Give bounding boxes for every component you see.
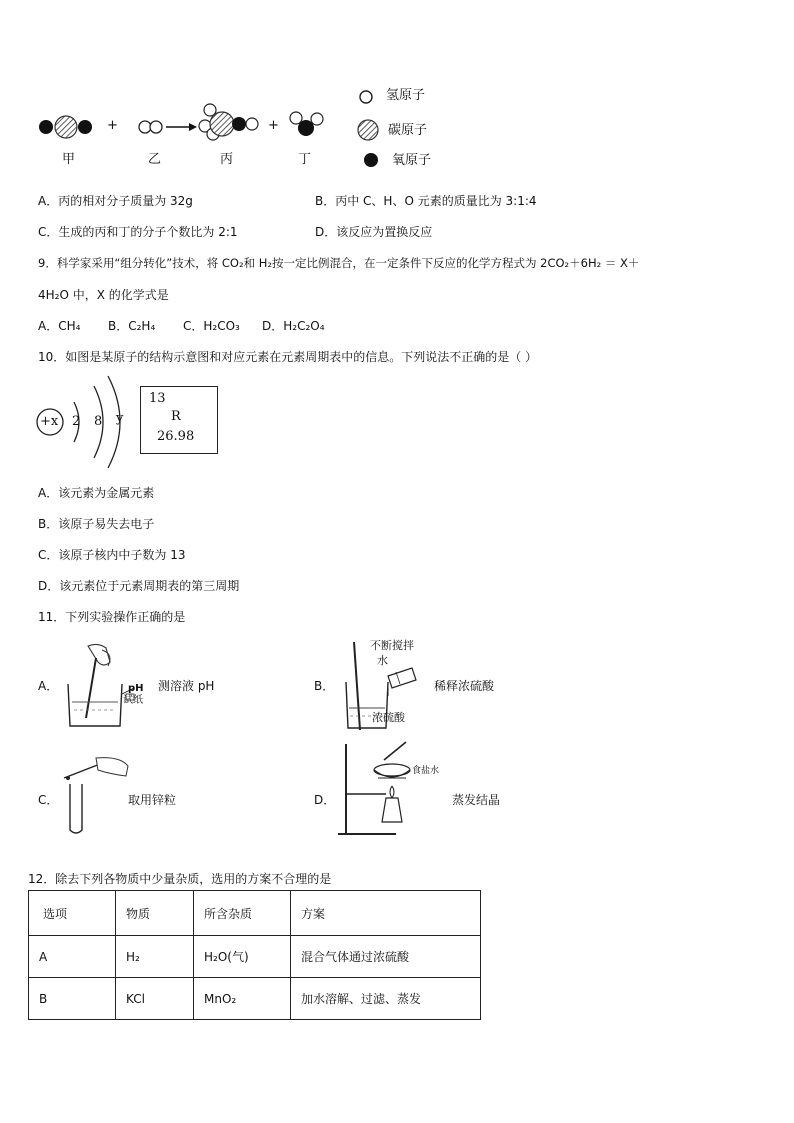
table-header-row xyxy=(29,891,481,936)
shell-1-electrons: 2 xyxy=(72,414,81,429)
legend-carbon: 碳原子 xyxy=(388,123,428,138)
water-label: 水 xyxy=(377,654,388,667)
q9-stem-line1: 9．科学家采用“组分转化”技术，将 CO₂和 H₂按一定比例混合，在一定条件下反应的化学方程式为 2CO₂＋6H₂ ＝ X＋ xyxy=(38,256,640,270)
q11-stem: 11．下列实验操作正确的是 xyxy=(38,610,186,624)
q8-option-a: A．丙的相对分子质量为 32g xyxy=(38,194,193,208)
q10-option-b: B．该原子易失去电子 xyxy=(38,517,155,531)
conc-acid-label: 浓硫酸 xyxy=(372,711,405,724)
label-bing: 丙 xyxy=(220,152,234,167)
evaporation-illustration xyxy=(336,740,436,840)
q10-option-d: D．该元素位于元素周期表的第三周期 xyxy=(38,579,240,593)
legend-hydrogen: 氢原子 xyxy=(386,88,426,103)
plus-sign-1: + xyxy=(107,118,118,133)
q10-stem: 10．如图是某原子的结构示意图和对应元素在元素周期表中的信息。下列说法不正确的是（ ） xyxy=(38,350,538,364)
q11-option-a-desc: 测溶液 pH xyxy=(158,679,215,693)
plus-sign-2: + xyxy=(268,118,279,133)
table-cell: 加水溶解、过滤、蒸发 xyxy=(291,978,481,1020)
carbon-atom-icon xyxy=(356,118,380,142)
q8-option-d: D．该反应为置换反应 xyxy=(315,225,433,239)
table-cell: 混合气体通过浓硫酸 xyxy=(291,936,481,978)
header-option: 选项 xyxy=(29,891,116,936)
table-cell: H₂ xyxy=(116,936,194,978)
molecule-ding xyxy=(288,110,326,138)
label-yi: 乙 xyxy=(148,152,162,167)
stirring-label: 不断搅拌 xyxy=(370,639,414,652)
table-row xyxy=(29,936,481,978)
zinc-granule-illustration xyxy=(60,754,132,836)
q9-option-c: C．H₂CO₃ xyxy=(183,319,240,333)
saltwater-label: 食盐水 xyxy=(412,766,440,776)
atomic-number: 13 xyxy=(149,391,166,406)
q9-option-b: B．C₂H₄ xyxy=(108,319,156,333)
q8-option-c: C．生成的丙和丁的分子个数比为 2:1 xyxy=(38,225,238,239)
label-ding: 丁 xyxy=(298,152,312,167)
legend-oxygen: 氧原子 xyxy=(392,153,432,168)
q11-option-d-letter: D． xyxy=(314,793,336,807)
q11-option-a-letter: A． xyxy=(38,679,59,693)
table-cell: B xyxy=(29,978,116,1020)
table-row xyxy=(29,978,481,1020)
periodic-table-cell xyxy=(140,386,218,454)
q11-option-b-desc: 稀释浓硫酸 xyxy=(434,679,495,693)
q11-option-b-letter: B． xyxy=(314,679,335,693)
nucleus-charge: +x xyxy=(40,414,59,429)
header-impurity: 所含杂质 xyxy=(194,891,291,936)
oxygen-atom-icon xyxy=(363,152,379,168)
ph-label: pH xyxy=(128,683,144,694)
test-paper-label: 试纸 xyxy=(123,695,143,706)
label-jia: 甲 xyxy=(62,152,76,167)
atomic-mass: 26.98 xyxy=(157,429,195,444)
shell-2-electrons: 8 xyxy=(94,414,103,429)
molecule-bing xyxy=(196,100,262,142)
molecule-jia xyxy=(38,114,94,140)
hydrogen-atom-icon xyxy=(358,89,374,105)
table-cell: H₂O(气) xyxy=(194,936,291,978)
shell-3-electrons: y xyxy=(116,411,124,426)
q10-option-c: C．该原子核内中子数为 13 xyxy=(38,548,186,562)
q11-option-c-desc: 取用锌粒 xyxy=(128,793,177,807)
q11-option-d-desc: 蒸发结晶 xyxy=(452,793,501,807)
q11-option-c-letter: C． xyxy=(38,793,59,807)
molecule-yi xyxy=(138,119,198,135)
q9-option-d: D．H₂C₂O₄ xyxy=(262,319,325,333)
header-substance: 物质 xyxy=(116,891,194,936)
table-cell: MnO₂ xyxy=(194,978,291,1020)
q8-option-b: B．丙中 C、H、O 元素的质量比为 3:1:4 xyxy=(315,194,537,208)
table-cell: KCl xyxy=(116,978,194,1020)
q12-stem: 12．除去下列各物质中少量杂质，选用的方案不合理的是 xyxy=(28,872,332,886)
q12-table xyxy=(28,890,481,1020)
table-cell: A xyxy=(29,936,116,978)
q9-stem-line2: 4H₂O 中，X 的化学式是 xyxy=(38,288,169,302)
element-symbol: R xyxy=(171,409,181,424)
q9-option-a: A．CH₄ xyxy=(38,319,81,333)
header-plan: 方案 xyxy=(291,891,481,936)
q10-option-a: A．该元素为金属元素 xyxy=(38,486,155,500)
